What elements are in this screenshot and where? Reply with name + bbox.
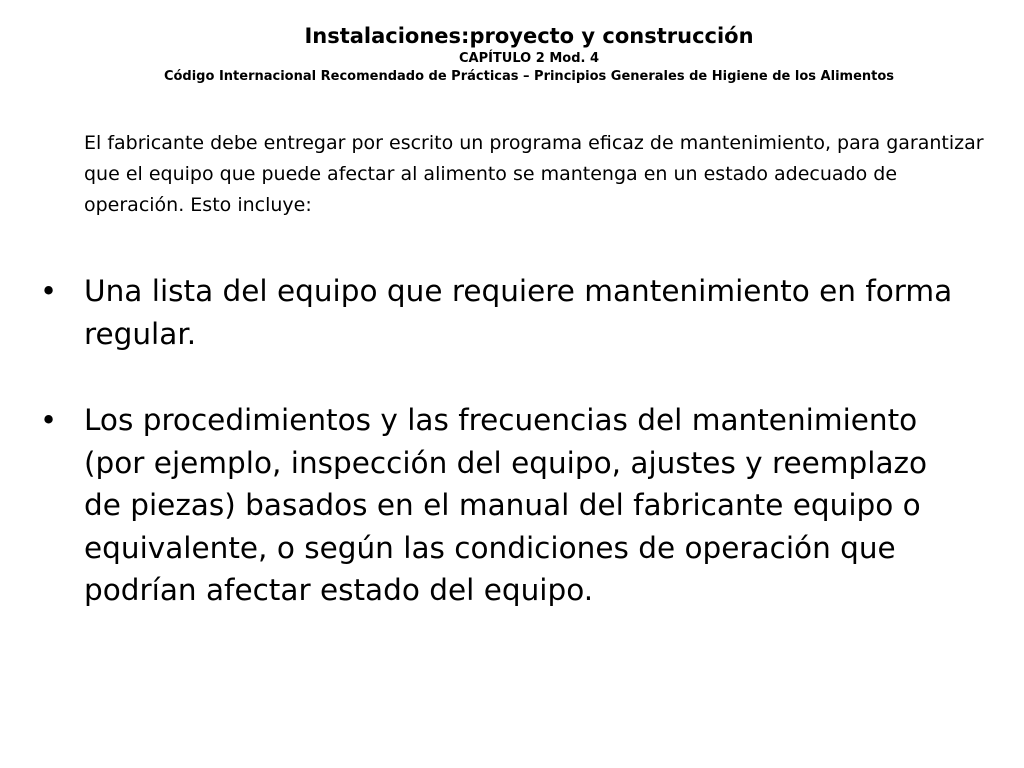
chapter-label: CAPÍTULO 2 Mod. 4: [458, 51, 600, 66]
bullet-text: Los procedimientos y las frecuencias del mantenimiento (por ejemplo, inspección del equipo, ajustes y reemplazo de piezas) basados en el manual del fabricante equipo o equivalente, o según las condiciones de operación que podrían afectar estado del equipo.: [84, 403, 928, 607]
bullet-list: [0, 270, 1024, 612]
intro-paragraph: El fabricante debe entregar por escrito un programa eficaz de mantenimiento, para garantizar que el equipo que puede afectar al alimento se mantenga en un estado adecuado de operación. Esto incluye:: [84, 132, 984, 216]
slide-title: Instalaciones:proyecto y construcción: [304, 24, 754, 48]
slide-header: [0, 22, 1024, 86]
bullet-icon: •: [40, 403, 58, 437]
bullet-item: [0, 270, 964, 355]
bullet-icon: •: [40, 274, 58, 308]
code-subtitle: Código Internacional Recomendado de Prácticas – Principios Generales de Higiene de los Alimentos: [163, 69, 895, 84]
bullet-text: Una lista del equipo que requiere mantenimiento en forma regular.: [84, 274, 953, 351]
bullet-item: [0, 399, 964, 612]
